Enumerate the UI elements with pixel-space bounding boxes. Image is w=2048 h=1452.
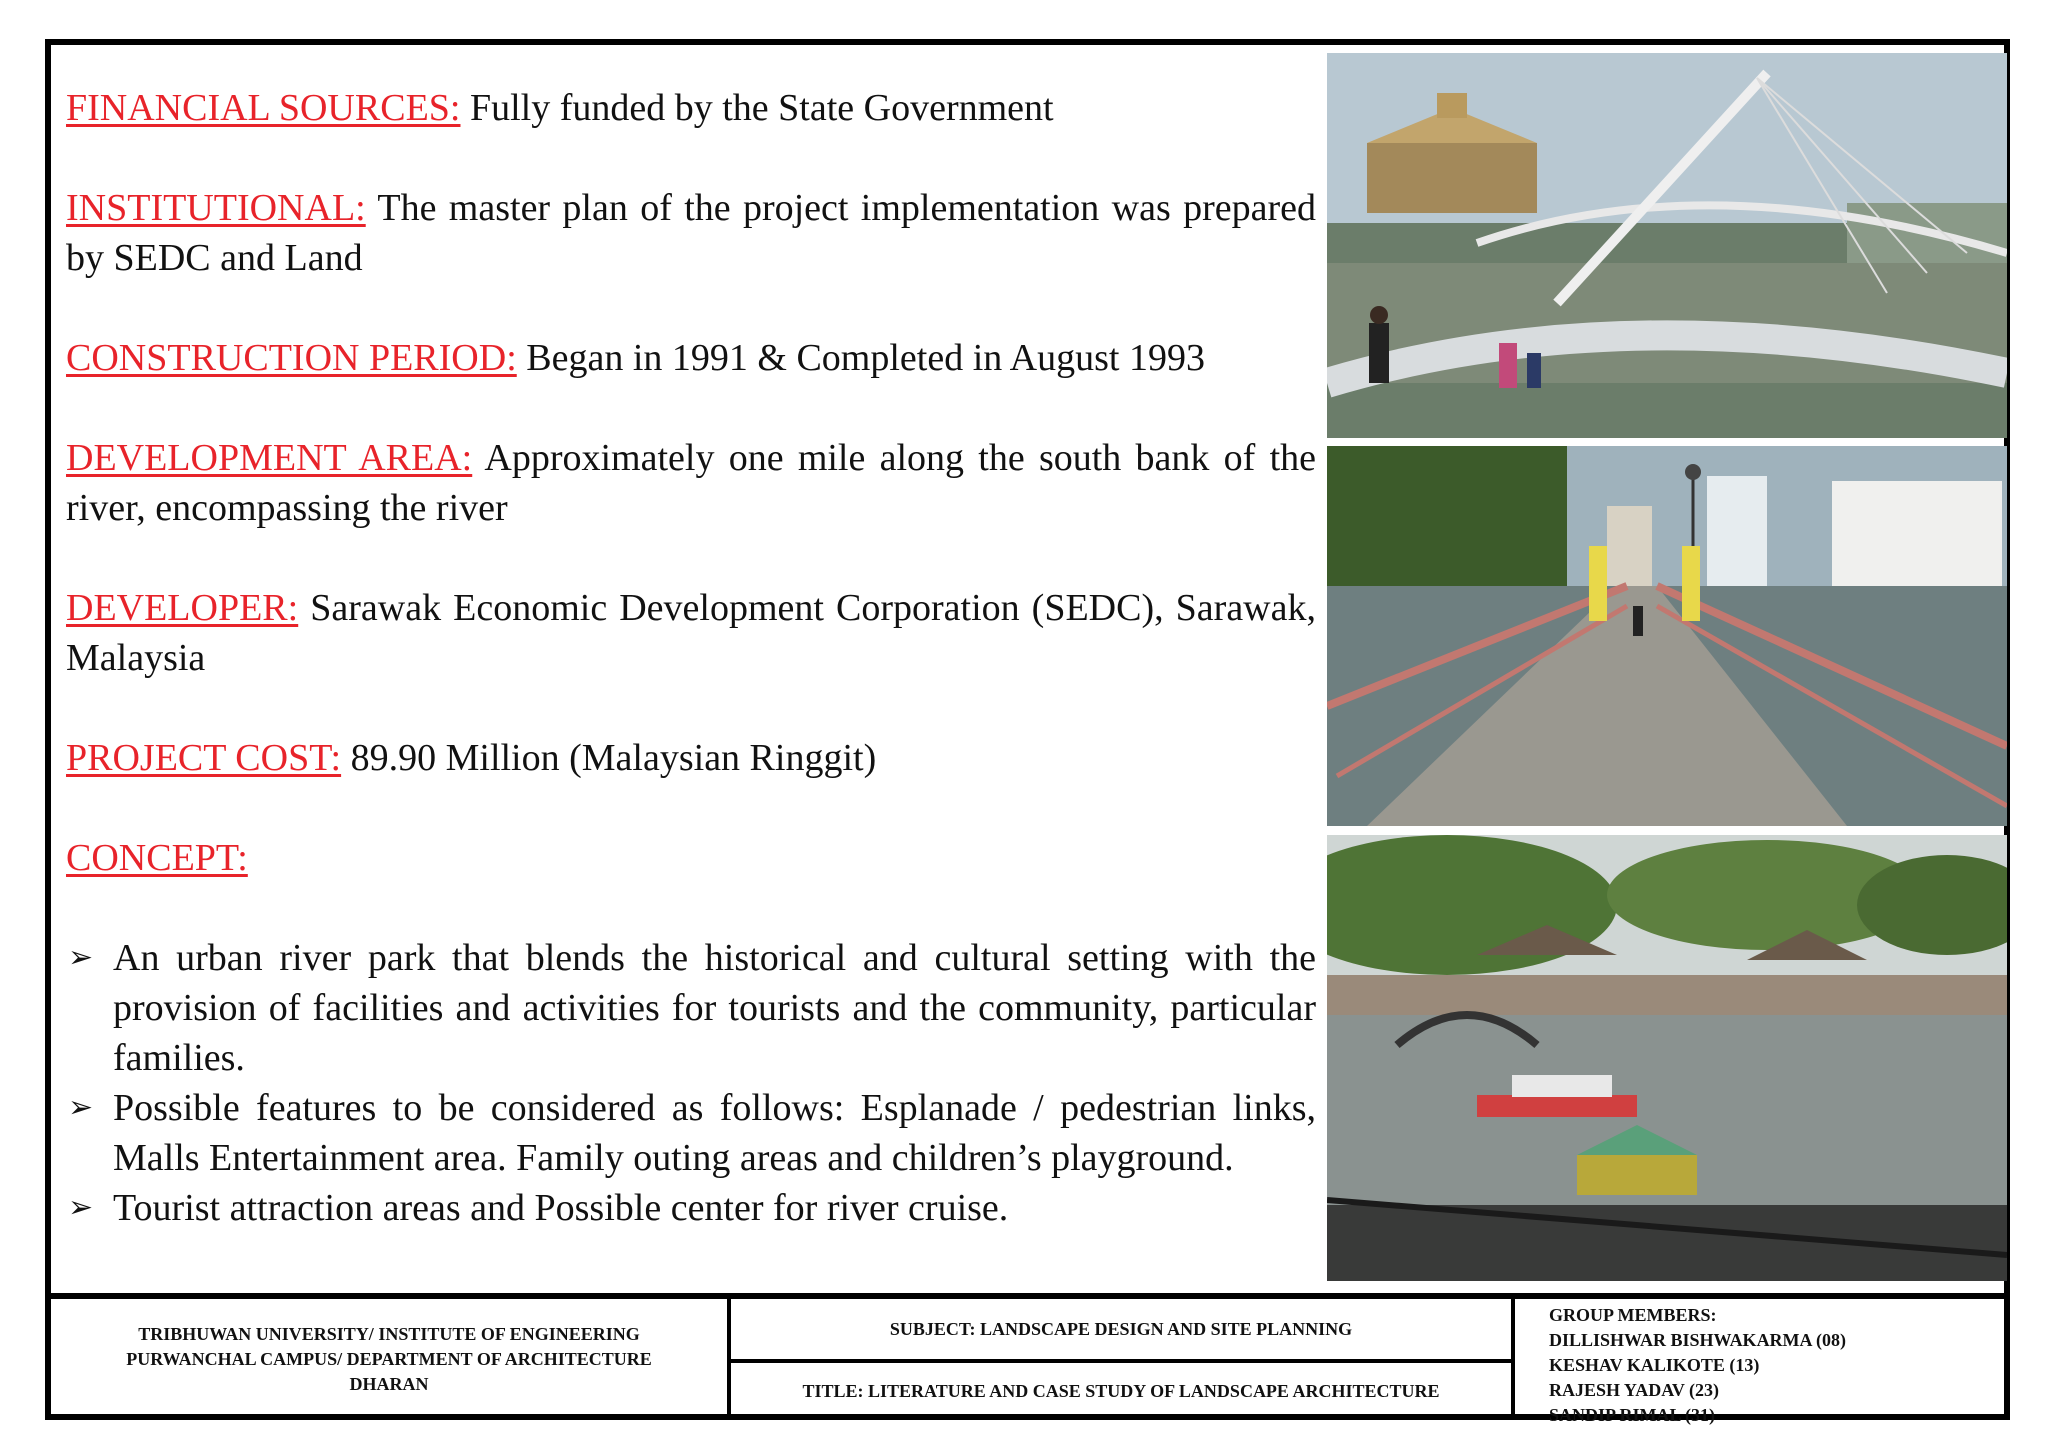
group-members — [1549, 1303, 1846, 1424]
institutional-label: INSTITUTIONAL: — [66, 187, 366, 229]
concept-label: CONCEPT: — [66, 837, 248, 879]
development-area-label: DEVELOPMENT AREA: — [66, 437, 473, 479]
subject-text: SUBJECT: LANDSCAPE DESIGN AND SITE PLANNING — [889, 1318, 1353, 1339]
title-text: TITLE: LITERATURE AND CASE STUDY OF LANDSCAPE ARCHITECTURE — [802, 1381, 1440, 1401]
poster-sheet — [45, 39, 2010, 1425]
member-name: DILLISHWAR BISHWAKARMA (08) — [1549, 1330, 1847, 1350]
developer — [66, 583, 1316, 683]
construction-period — [66, 333, 1316, 383]
list-item: ➢ An urban river park that blends the historical and cultural setting with the provision of facilities and activities for tourists and the community, particular families. — [66, 933, 1316, 1083]
project-cost — [66, 733, 1316, 783]
footer-divider-2 — [1511, 1299, 1515, 1420]
institutional — [66, 183, 1316, 283]
arrow-bullet-icon: ➢ — [68, 940, 94, 975]
project-cost-label: PROJECT COST: — [66, 737, 342, 779]
development-area — [66, 433, 1316, 533]
arrow-bullet-icon: ➢ — [68, 1090, 94, 1125]
financial-sources-text: Fully funded by the State Government — [460, 87, 1054, 129]
institutional-text: The master plan of the project implementation was prepared by SEDC and Land — [66, 187, 1316, 279]
financial-sources — [66, 83, 1316, 133]
university-block — [51, 1299, 727, 1420]
river-photo — [1327, 835, 2007, 1281]
campus-line: PURWANCHAL CAMPUS/ DEPARTMENT OF ARCHITECTURE — [126, 1349, 652, 1369]
construction-period-label: CONSTRUCTION PERIOD: — [66, 337, 517, 379]
list-item: ➢ Possible features to be considered as follows: Esplanade / pedestrian links, Malls Entertainment area. Family outing areas and children’s playground. — [66, 1083, 1316, 1183]
financial-sources-label: FINANCIAL SOURCES: — [66, 87, 461, 129]
developer-text: Sarawak Economic Development Corporation (SEDC), Sarawak, Malaysia — [66, 587, 1316, 679]
title-cell — [731, 1363, 1511, 1420]
concept-list — [66, 933, 1316, 1233]
title-block — [51, 1299, 2004, 1425]
member-name: SANDIP RIMAL (31) — [1549, 1405, 1716, 1425]
boardwalk-photo — [1327, 446, 2007, 826]
concept — [66, 833, 1316, 883]
member-name: RAJESH YADAV (23) — [1549, 1380, 1720, 1400]
list-item: ➢ Tourist attraction areas and Possible center for river cruise. — [66, 1183, 1316, 1233]
member-name: KESHAV KALIKOTE (13) — [1549, 1355, 1760, 1375]
bridge-photo — [1327, 53, 2007, 438]
developer-label: DEVELOPER: — [66, 587, 299, 629]
project-details — [66, 83, 1316, 1233]
subject-cell — [731, 1299, 1511, 1359]
project-cost-text: 89.90 Million (Malaysian Ringgit) — [341, 737, 877, 779]
university-line: TRIBHUWAN UNIVERSITY/ INSTITUTE OF ENGINEERING — [138, 1324, 640, 1344]
arrow-bullet-icon: ➢ — [68, 1190, 94, 1225]
construction-period-text: Began in 1991 & Completed in August 1993 — [516, 337, 1205, 379]
group-heading: GROUP MEMBERS: — [1549, 1305, 1717, 1325]
development-area-text: Approximately one mile along the south bank of the river, encompassing the river — [66, 437, 1317, 529]
location-line: DHARAN — [349, 1374, 429, 1394]
